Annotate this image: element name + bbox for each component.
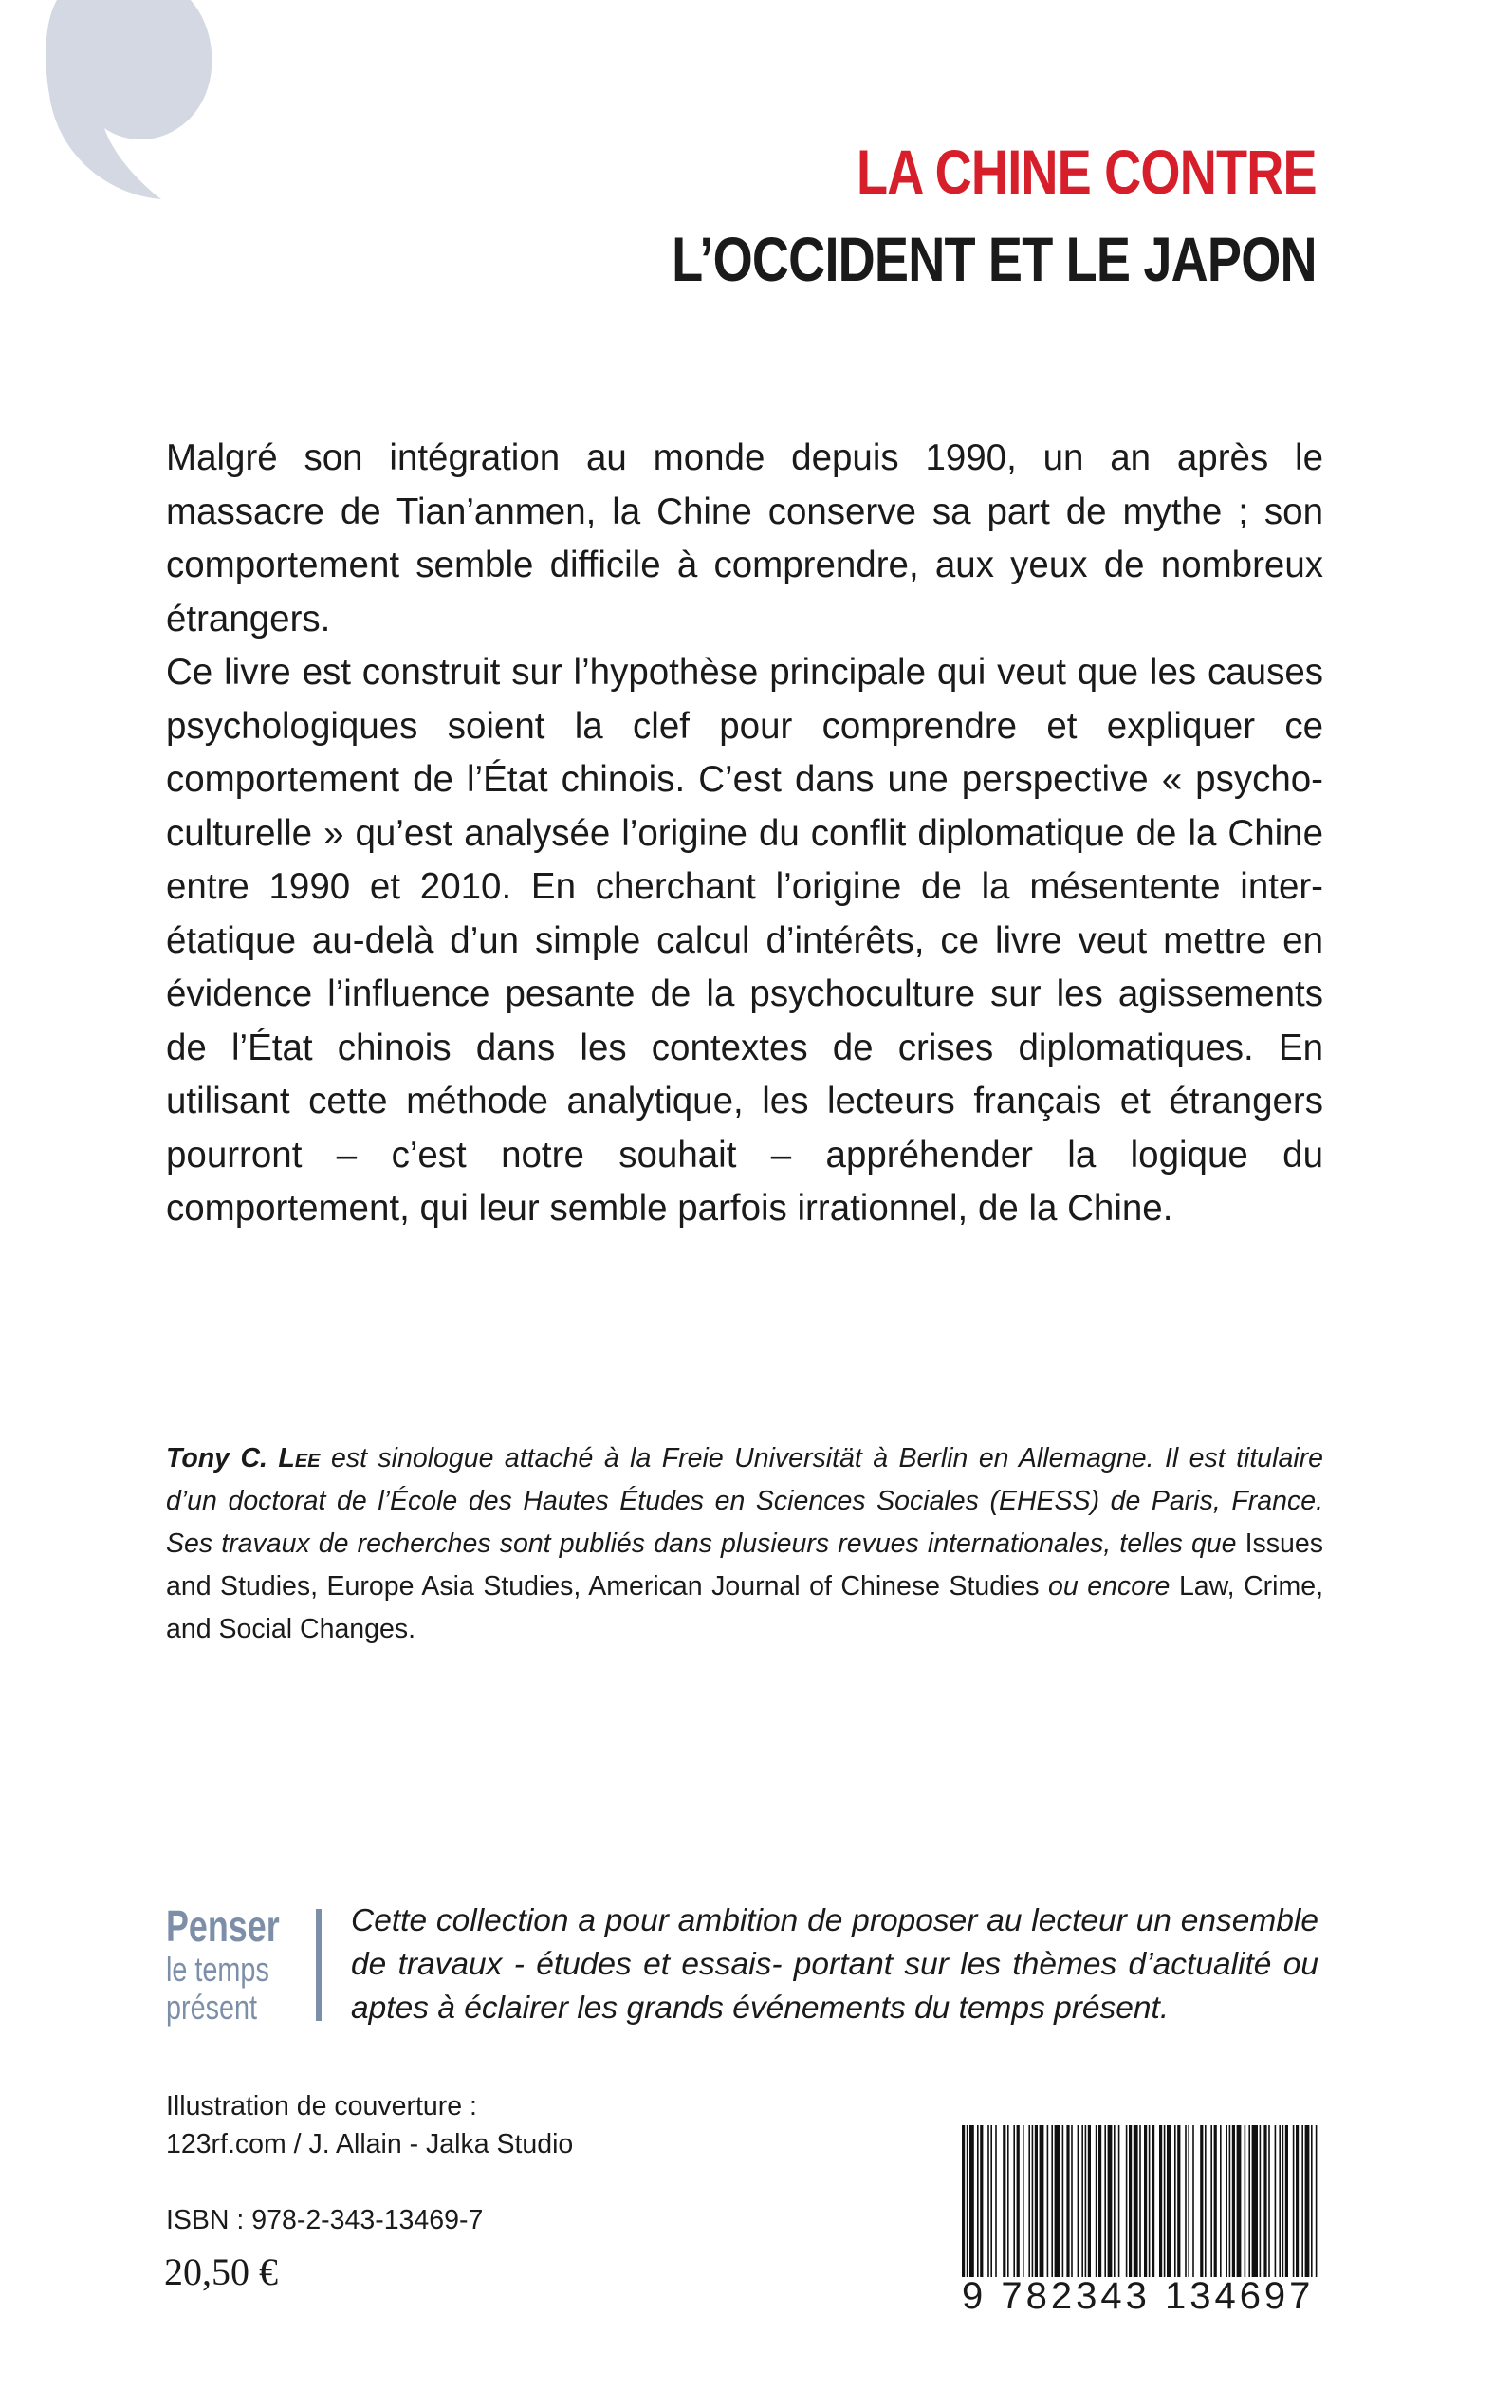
title-line-2: L’OCCIDENT ET LE JAPON	[672, 224, 1317, 294]
quote-mark-icon	[38, 0, 228, 209]
bio-text-2: ou encore	[1039, 1571, 1179, 1602]
credit-label: Illustration de couverture :	[166, 2091, 477, 2121]
cover-credit	[166, 2087, 573, 2163]
author-name	[166, 1443, 321, 1473]
series-logo-line-1: Penser	[166, 1901, 280, 1951]
author-last-name: Lee	[278, 1443, 321, 1473]
author-bio	[166, 1437, 1323, 1651]
series-divider	[316, 1909, 322, 2021]
book-description	[166, 432, 1323, 1236]
bio-journals-1: Issues and Studies, Europe Asia Studies, American Journal of Chinese Studies	[166, 1528, 1323, 1602]
description-paragraph-1: Malgré son intégration au monde depuis 1990, un an après le massacre de Tian’anmen, la Chine conserve sa part de mythe ; son comportement semble difficile à comprendre, aux yeux de nombreux étrangers.	[166, 437, 1323, 639]
credit-value: 123rf.com / J. Allain - Jalka Studio	[166, 2129, 574, 2159]
description-paragraph-2: Ce livre est construit sur l’hypothèse principale qui veut que les causes psychologiques soient la clef pour comprendre et expliquer ce comportement de l’État chinois. C’est dans une perspective « psycho-culturelle » qu’est analysée l’origine du conflit diplomatique de la Chine entre 1990 et 2010. En cherchant l’origine de la mésentente inter-étatique au-delà d’un simple calcul d’intérêts, ce livre veut mettre en évidence l’influence pesante de la psychoculture sur les agissements de l’État chinois dans les contextes de crises diplomatiques. En utilisant cette méthode analytique, les lecteurs français et étrangers pourront – c’est notre souhait – appréhender la logique du comportement, qui leur semble parfois irrationnel, de la Chine.	[166, 652, 1323, 1229]
bio-text-1: est sinologue attaché à la Freie Universität à Berlin en Allemagne. Il est titulaire d’un doctorat de l’École des Hautes Études en Sciences Sociales (EHESS) de Paris, France. Ses travaux de recherches sont publiés dans plusieurs revues internationales, telles que	[166, 1443, 1323, 1559]
isbn: ISBN : 978-2-343-13469-7	[166, 2205, 484, 2235]
book-title	[672, 128, 1317, 303]
title-line-1: LA CHINE CONTRE	[857, 137, 1317, 207]
series-logo	[166, 1901, 289, 2027]
series-description: Cette collection a pour ambition de proposer au lecteur un ensemble de travaux - études et essais- portant sur les thèmes d’actualité ou aptes à éclairer les grands événements du temps présent.	[351, 1903, 1318, 2026]
series-logo-line-2: le temps	[166, 1950, 269, 1989]
price: 20,50 €	[164, 2251, 278, 2293]
author-first-name: Tony C.	[166, 1443, 279, 1473]
series-logo-line-3: présent	[166, 1988, 258, 2027]
bio-journals-2: Law, Crime, and Social Changes.	[166, 1571, 1323, 1644]
barcode	[962, 2125, 1322, 2315]
barcode-bars-icon	[962, 2125, 1322, 2277]
barcode-digits: 9 782343 134697	[962, 2275, 1315, 2317]
